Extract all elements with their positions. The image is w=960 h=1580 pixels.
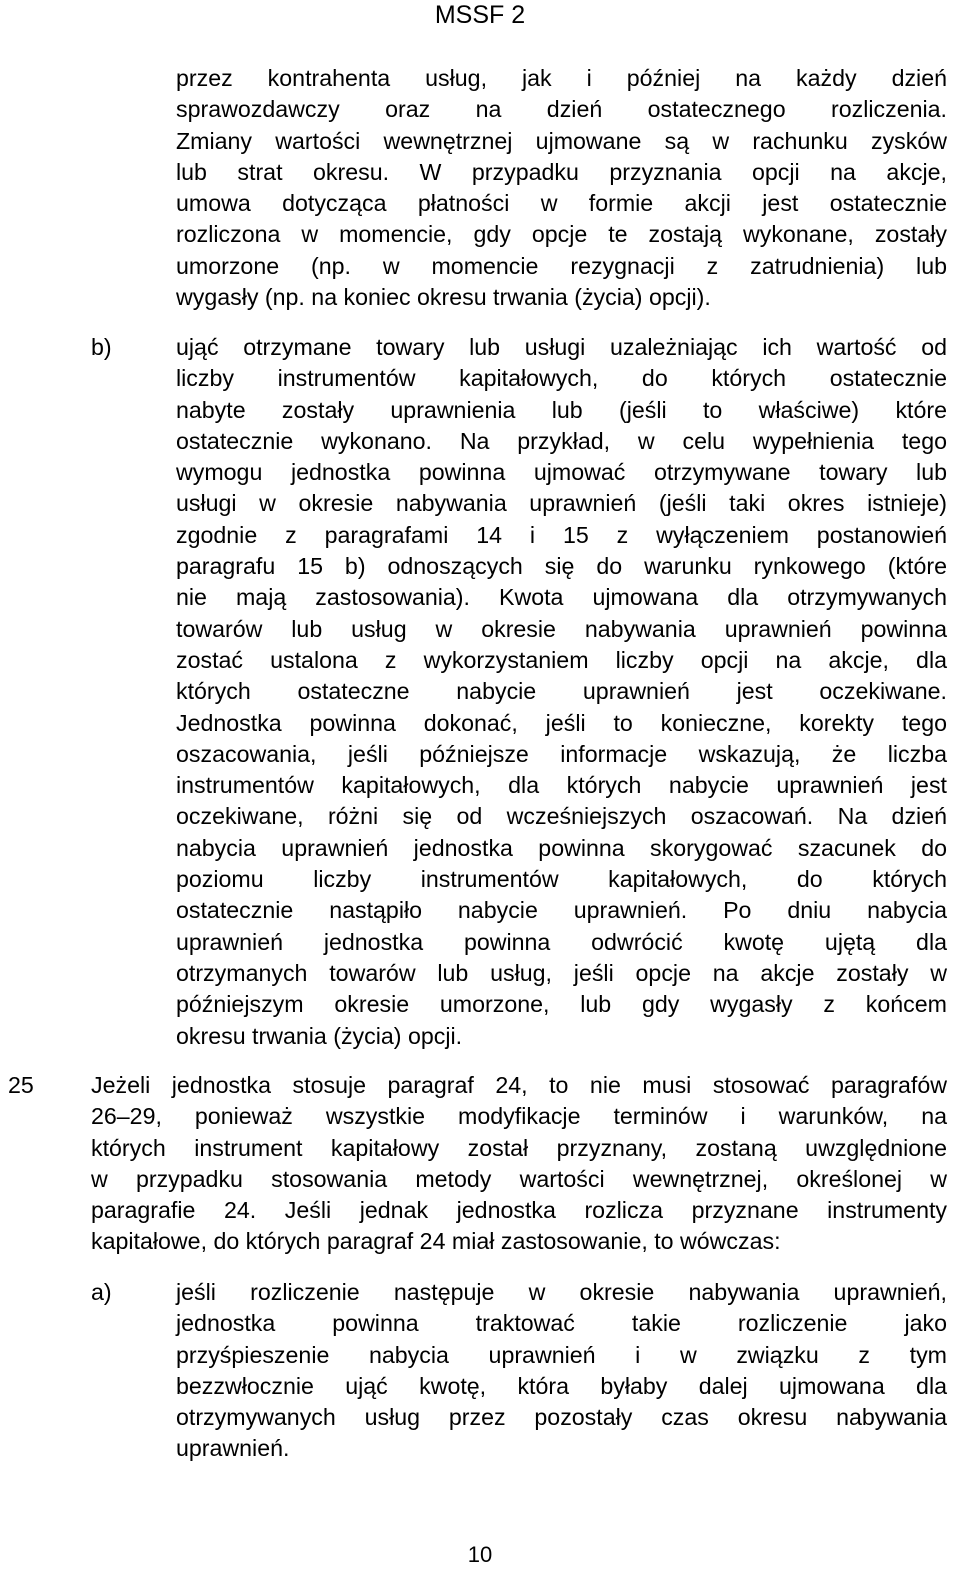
text-line: lub strat okresu. W przypadku przyznania opcji na akcje,	[176, 158, 947, 185]
text-line: bezzwłocznie ująć kwotę, która byłaby dalej ujmowana dla	[176, 1372, 947, 1399]
text-line: wymogu jednostka powinna ujmować otrzymywane towary lub	[176, 459, 947, 486]
text-line: Jeżeli jednostka stosuje paragraf 24, to nie musi stosować paragrafów	[91, 1072, 947, 1098]
page-header-title: MSSF 2	[434, 1, 526, 29]
text-line: rozliczona w momencie, gdy opcje te zostają wykonane, zostały	[176, 221, 947, 248]
text-line: nie mają zastosowania). Kwota ujmowana dla otrzymywanych	[176, 584, 947, 611]
paragraph-25-text	[91, 1070, 947, 1258]
text-line: usługi w okresie nabywania uprawnień (jeśli taki okres istnieje)	[176, 490, 947, 517]
text-line: Jednostka powinna dokonać, jeśli to konieczne, korekty tego	[176, 709, 947, 736]
text-line: kapitałowe, do których paragraf 24 miał zastosowanie, to wówczas:	[91, 1228, 781, 1255]
text-line: nabycia uprawnień jednostka powinna skorygować szacunek do	[176, 834, 947, 861]
text-line: w przypadku stosowania metody wartości wewnętrznej, określonej w	[91, 1165, 947, 1192]
text-line: 26–29, ponieważ wszystkie modyfikacje terminów i warunków, na	[91, 1103, 947, 1130]
item-a-marker: a)	[91, 1279, 112, 1305]
text-line: wygasły (np. na koniec okresu trwania (życia) opcji).	[176, 284, 711, 311]
text-line: otrzymanych towarów lub usług, jeśli opcje na akcje zostały w	[176, 959, 947, 986]
text-line: umorzone (np. w momencie rezygnacji z zatrudnienia) lub	[176, 252, 947, 279]
text-line: nabyte zostały uprawnienia lub (jeśli to właściwe) które	[176, 396, 947, 423]
text-line: których ostateczne nabycie uprawnień jest oczekiwane.	[176, 678, 947, 705]
text-line: uprawnień jednostka powinna odwrócić kwotę ujętą dla	[176, 928, 947, 955]
text-line: uprawnień.	[176, 1435, 290, 1462]
text-line: ostatecznie wykonano. Na przykład, w celu wypełnienia tego	[176, 427, 947, 454]
text-line: przyśpieszenie nabycia uprawnień i w związku z tym	[176, 1341, 947, 1368]
page-number: 10	[467, 1542, 493, 1567]
text-line: jeśli rozliczenie następuje w okresie nabywania uprawnień,	[176, 1279, 947, 1305]
text-line: ostatecznie nastąpiło nabycie uprawnień. Po dniu nabycia	[176, 897, 947, 924]
text-line: zostać ustalona z wykorzystaniem liczby opcji na akcje, dla	[176, 646, 947, 673]
text-line: przez kontrahenta usług, jak i później na każdy dzień	[176, 65, 947, 91]
text-line: towarów lub usług w okresie nabywania uprawnień powinna	[176, 615, 947, 642]
text-line: ująć otrzymane towary lub usługi uzależniając ich wartość od	[176, 334, 947, 360]
text-line: sprawozdawczy oraz na dzień ostatecznego rozliczenia.	[176, 96, 947, 123]
item-a-continuation	[176, 63, 947, 313]
item-a-text	[176, 1277, 947, 1465]
text-line: paragrafie 24. Jeśli jednak jednostka rozlicza przyznane instrumenty	[91, 1197, 947, 1224]
text-line: późniejszym okresie umorzone, lub gdy wygasły z końcem	[176, 991, 947, 1018]
text-line: Zmiany wartości wewnętrznej ujmowane są w rachunku zysków	[176, 127, 947, 154]
text-line: których instrument kapitałowy został przyznany, zostaną uwzględnione	[91, 1134, 947, 1161]
text-line: otrzymywanych usług przez pozostały czas okresu nabywania	[176, 1404, 947, 1431]
text-line: okresu trwania (życia) opcji.	[176, 1022, 463, 1049]
text-line: jednostka powinna traktować takie rozliczenie jako	[176, 1310, 947, 1337]
paragraph-number: 25	[8, 1072, 34, 1098]
text-line: zgodnie z paragrafami 14 i 15 z wyłączeniem postanowień	[176, 521, 947, 548]
text-line: umowa dotycząca płatności w formie akcji jest ostatecznie	[176, 190, 947, 217]
text-line: paragrafu 15 b) odnoszących się do warunku rynkowego (które	[176, 553, 947, 580]
text-line: oczekiwane, różni się od wcześniejszych oszacowań. Na dzień	[176, 803, 947, 830]
text-line: liczby instrumentów kapitałowych, do których ostatecznie	[176, 365, 947, 392]
item-b-marker: b)	[91, 334, 112, 360]
item-b-text	[176, 332, 947, 1052]
text-line: instrumentów kapitałowych, dla których nabycie uprawnień jest	[176, 772, 947, 799]
text-line: poziomu liczby instrumentów kapitałowych, do których	[176, 866, 947, 893]
text-line: oszacowania, jeśli późniejsze informacje wskazują, że liczba	[176, 740, 947, 767]
